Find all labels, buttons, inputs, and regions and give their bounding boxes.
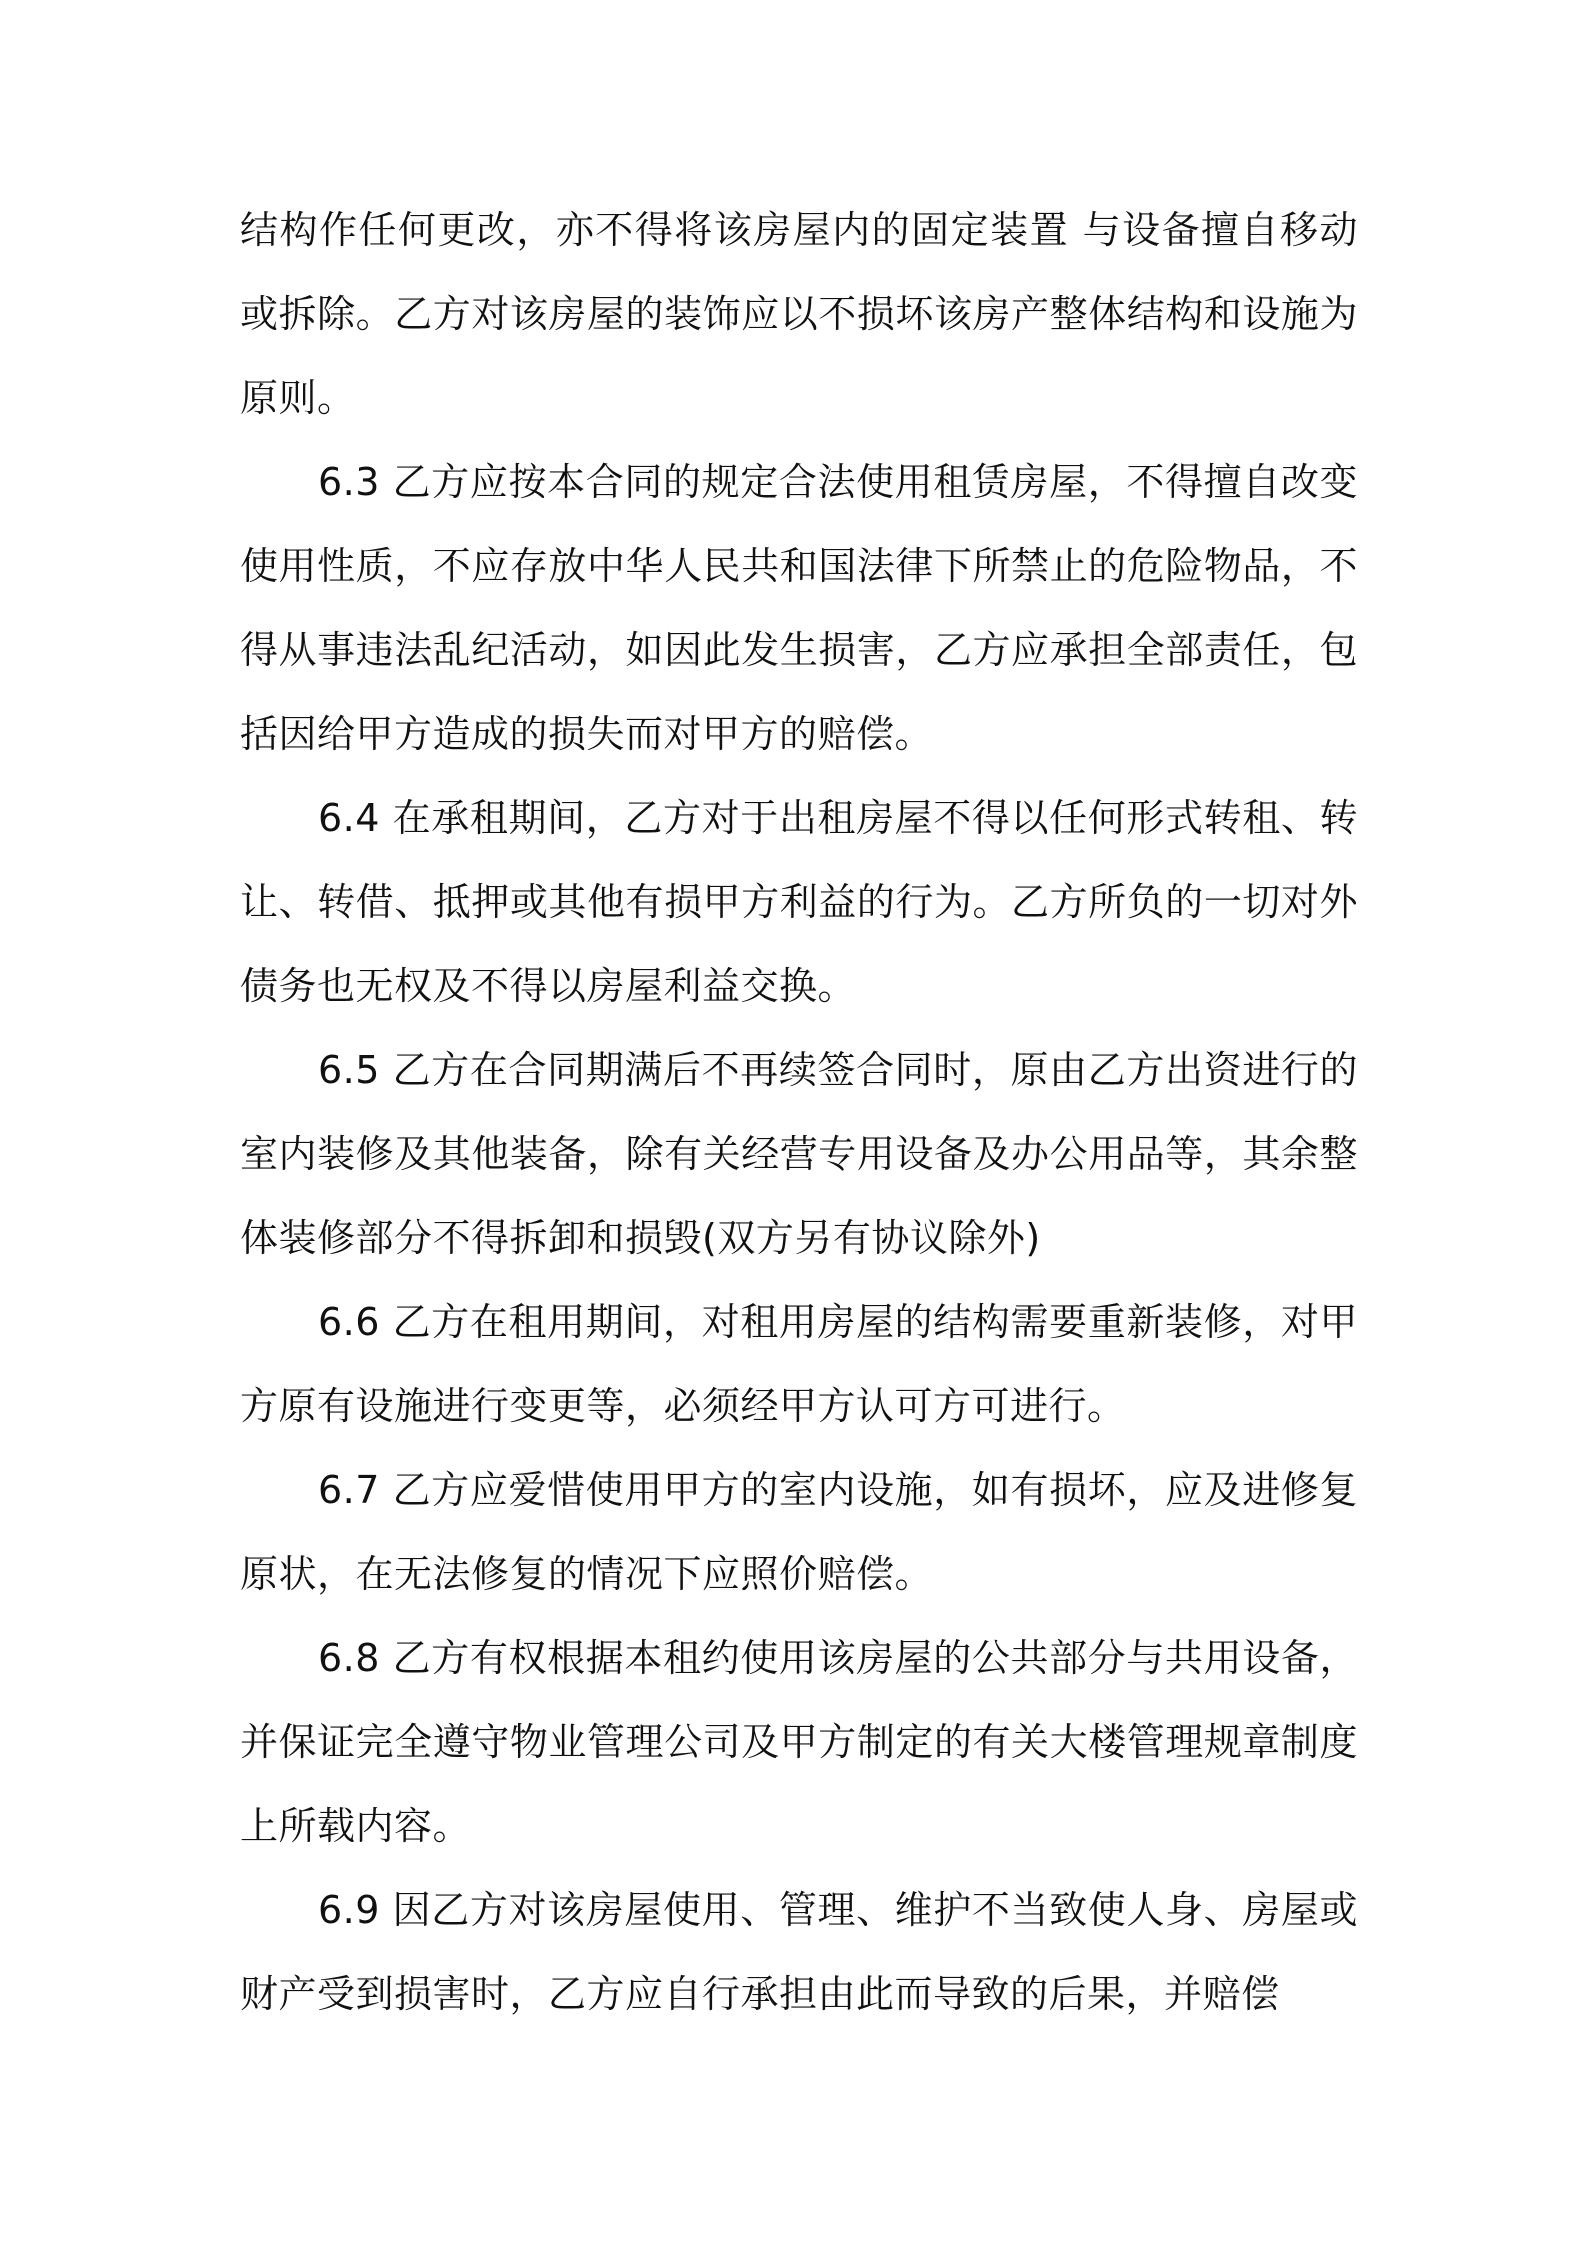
clause-6-8: 6.8 乙方有权根据本租约使用该房屋的公共部分与共用设备，并保证完全遵守物业管理公司及甲方制定的有关大楼管理规章制度上所载内容。 (240, 1636, 1358, 1848)
clause-6-7: 6.7 乙方应爱惜使用甲方的室内设施，如有损坏，应及进修复原状，在无法修复的情况下应照价赔偿。 (240, 1468, 1358, 1596)
paragraph-continuation: 结构作任何更改，亦不得将该房屋内的固定装置 与设备擅自移动或拆除。乙方对该房屋的装饰应以不损坏该房产整体结构和设施为原则。 (240, 208, 1358, 420)
clause-6-6: 6.6 乙方在租用期间，对租用房屋的结构需要重新装修，对甲方原有设施进行变更等，必须经甲方认可方可进行。 (240, 1300, 1358, 1428)
clause-6-4: 6.4 在承租期间，乙方对于出租房屋不得以任何形式转租、转让、转借、抵押或其他有损甲方利益的行为。乙方所负的一切对外债务也无权及不得以房屋利益交换。 (240, 796, 1358, 1008)
clause-6-3: 6.3 乙方应按本合同的规定合法使用租赁房屋，不得擅自改变使用性质，不应存放中华人民共和国法律下所禁止的危险物品，不得从事违法乱纪活动，如因此发生损害，乙方应承担全部责任，包括因给甲方造成的损失而对甲方的赔偿。 (240, 460, 1358, 756)
clause-6-5: 6.5 乙方在合同期满后不再续签合同时，原由乙方出资进行的室内装修及其他装备，除有关经营专用设备及办公用品等，其余整体装修部分不得拆卸和损毁(双方另有协议除外) (240, 1048, 1358, 1260)
document-body (240, 188, 1358, 2036)
clause-6-9: 6.9 因乙方对该房屋使用、管理、维护不当致使人身、房屋或财产受到损害时，乙方应自行承担由此而导致的后果，并赔偿 (240, 1888, 1358, 2016)
